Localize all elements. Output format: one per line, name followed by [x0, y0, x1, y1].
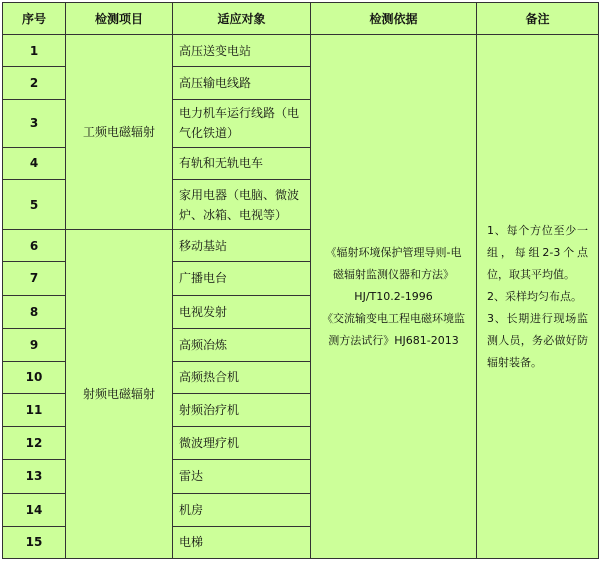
- row-object: 雷达: [173, 460, 311, 493]
- basis-line-2: HJ/T10.2-1996: [354, 289, 433, 303]
- note-cell: [477, 35, 599, 559]
- row-object: 高压送变电站: [173, 35, 311, 67]
- row-object: 电梯: [173, 526, 311, 558]
- row-object: 高频冶炼: [173, 328, 311, 361]
- row-number: 13: [3, 460, 66, 493]
- row-number: 10: [3, 361, 66, 393]
- row-object: 电力机车运行线路（电气化铁道）: [173, 99, 311, 147]
- row-object: 机房: [173, 493, 311, 526]
- note-line-2: 2、采样均匀布点。: [487, 289, 582, 303]
- basis-line-3: 《交流输变电工程电磁环境监测方法试行》HJ681-2013: [322, 311, 465, 347]
- table-row: [3, 35, 599, 67]
- header-row: [3, 3, 599, 35]
- header-note: 备注: [477, 3, 599, 35]
- note-line-3: 3、长期进行现场监测人员，务必做好防辐射装备。: [487, 311, 588, 369]
- monitoring-table: [2, 2, 599, 559]
- row-number: 5: [3, 179, 66, 229]
- row-number: 3: [3, 99, 66, 147]
- row-number: 11: [3, 394, 66, 427]
- row-number: 15: [3, 526, 66, 558]
- row-object: 移动基站: [173, 230, 311, 262]
- row-number: 14: [3, 493, 66, 526]
- note-line-1: 1、每个方位至少一组，每组2-3个点位，取其平均值。: [487, 223, 588, 281]
- row-object: 家用电器（电脑、微波炉、冰箱、电视等）: [173, 179, 311, 229]
- row-object: 高频热合机: [173, 361, 311, 393]
- row-object: 射频治疗机: [173, 394, 311, 427]
- header-no: 序号: [3, 3, 66, 35]
- header-item: 检测项目: [66, 3, 173, 35]
- basis-cell: [311, 35, 477, 559]
- item-radio-frequency: 射频电磁辐射: [66, 230, 173, 559]
- row-object: 广播电台: [173, 262, 311, 295]
- row-number: 2: [3, 67, 66, 99]
- row-object: 微波理疗机: [173, 427, 311, 460]
- row-object: 高压输电线路: [173, 67, 311, 99]
- header-object: 适应对象: [173, 3, 311, 35]
- row-object: 电视发射: [173, 295, 311, 328]
- row-number: 12: [3, 427, 66, 460]
- row-number: 6: [3, 230, 66, 262]
- header-basis: 检测依据: [311, 3, 477, 35]
- row-object: 有轨和无轨电车: [173, 147, 311, 179]
- row-number: 8: [3, 295, 66, 328]
- basis-line-1: 《辐射环境保护管理导则-电磁辐射监测仪器和方法》: [325, 245, 462, 281]
- row-number: 1: [3, 35, 66, 67]
- item-power-frequency: 工频电磁辐射: [66, 35, 173, 230]
- row-number: 7: [3, 262, 66, 295]
- row-number: 4: [3, 147, 66, 179]
- row-number: 9: [3, 328, 66, 361]
